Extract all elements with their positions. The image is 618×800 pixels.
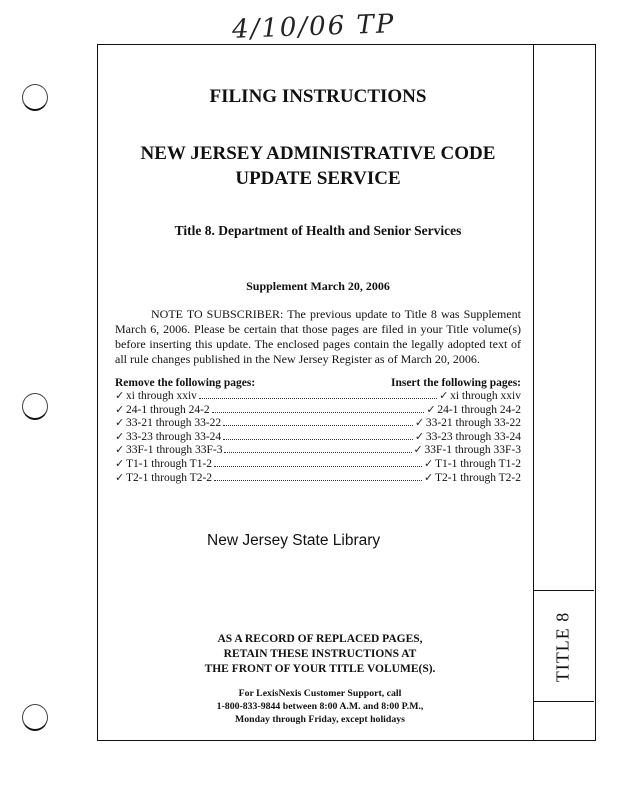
checkmark-icon: ✓	[115, 457, 125, 470]
page-list-header	[115, 376, 521, 390]
insert-pages: 33F-1 through 33F-3	[424, 444, 521, 457]
insert-wrap	[426, 404, 521, 418]
insert-pages: 33-23 through 33-24	[425, 430, 521, 443]
leader-dots	[214, 458, 422, 467]
checkmark-icon: ✓	[426, 403, 436, 416]
support-line2: 1-800-833-9844 between 8:00 A.M. and 8:00 P.M.,	[216, 701, 424, 712]
page-rows	[115, 390, 521, 485]
checkmark-icon: ✓	[414, 417, 425, 430]
binder-hole-bottom	[22, 704, 48, 731]
insert-pages: 24-1 through 24-2	[437, 403, 521, 416]
page-title: FILING INSTRUCTIONS	[209, 86, 427, 107]
checkmark-icon: ✓	[414, 430, 425, 443]
code-title-line2: UPDATE SERVICE	[235, 168, 401, 189]
insert-wrap	[415, 417, 521, 431]
library-stamp: New Jersey State Library	[207, 532, 381, 549]
remove-pages: T1-1 through T1-2	[126, 457, 213, 470]
checkmark-icon: ✓	[115, 390, 125, 402]
checkmark-icon: ✓	[413, 444, 423, 457]
table-row	[115, 444, 521, 458]
remove-pages: 33-23 through 33-24	[126, 430, 222, 443]
checkmark-icon: ✓	[115, 444, 125, 457]
supplement-date: Supplement March 20, 2006	[246, 279, 390, 293]
insert-pages: xi through xxiv	[450, 390, 521, 402]
leader-dots	[199, 390, 437, 399]
insert-wrap	[415, 431, 521, 445]
record-notice	[155, 632, 485, 677]
table-row	[115, 472, 521, 486]
binder-hole-top	[22, 84, 48, 111]
side-tab-label: TITLE 8	[552, 611, 573, 683]
table-row	[115, 417, 521, 431]
insert-header: Insert the following pages:	[390, 377, 521, 389]
handwritten-date-initials: 4/10/06 TP	[231, 9, 396, 45]
binder-hole-middle	[22, 393, 48, 420]
remove-pages: 33-21 through 33-22	[126, 417, 222, 430]
insert-wrap	[424, 472, 521, 486]
document-body	[115, 80, 521, 485]
page-replacement-list	[115, 376, 521, 485]
record-line1: AS A RECORD OF REPLACED PAGES,	[217, 633, 423, 645]
checkmark-icon: ✓	[439, 390, 449, 402]
table-row	[115, 431, 521, 445]
insert-pages: T2-1 through T2-2	[434, 471, 521, 484]
remove-pages: 24-1 through 24-2	[126, 403, 210, 416]
record-line3: THE FRONT OF YOUR TITLE VOLUME(S).	[204, 663, 436, 675]
remove-header: Remove the following pages:	[115, 377, 256, 389]
remove-pages: T2-1 through T2-2	[126, 471, 213, 484]
table-row	[115, 404, 521, 418]
checkmark-icon: ✓	[423, 457, 434, 470]
checkmark-icon: ✓	[423, 471, 434, 484]
record-line2: RETAIN THESE INSTRUCTIONS AT	[223, 648, 417, 660]
checkmark-icon: ✓	[115, 403, 125, 416]
table-row	[115, 390, 521, 404]
insert-pages: 33-21 through 33-22	[425, 417, 521, 430]
leader-dots	[214, 472, 422, 481]
insert-wrap	[424, 458, 521, 472]
leader-dots	[212, 404, 425, 413]
insert-pages: T1-1 through T1-2	[434, 457, 521, 470]
insert-wrap	[439, 390, 521, 404]
customer-support	[155, 687, 485, 726]
leader-dots	[223, 417, 413, 426]
remove-pages: 33F-1 through 33F-3	[126, 444, 223, 457]
code-title-line1: NEW JERSEY ADMINISTRATIVE CODE	[140, 143, 496, 164]
checkmark-icon: ✓	[115, 471, 125, 484]
department-title: Title 8. Department of Health and Senior Services	[174, 223, 462, 238]
checkmark-icon: ✓	[115, 430, 125, 443]
insert-wrap	[414, 444, 521, 458]
table-row	[115, 458, 521, 472]
support-line3: Monday through Friday, except holidays	[235, 714, 405, 725]
subscriber-note: NOTE TO SUBSCRIBER: The previous update to Title 8 was Supplement March 6, 2006. Please be certain that those pages are filed in your Title volume(s) before inserting this update. The enclosed pages contain the legally adopted text of all rule changes published in the New Jersey Register as of March 20, 2006.	[115, 307, 521, 366]
checkmark-icon: ✓	[115, 417, 125, 430]
code-title	[115, 141, 521, 191]
remove-pages: xi through xxiv	[126, 390, 197, 402]
support-line1: For LexisNexis Customer Support, call	[238, 688, 402, 699]
leader-dots	[223, 431, 413, 440]
leader-dots	[224, 444, 411, 453]
